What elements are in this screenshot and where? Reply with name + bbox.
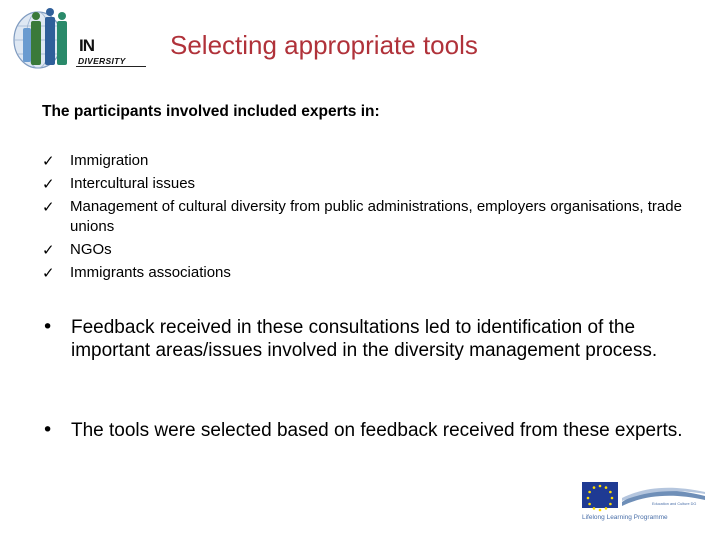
list-item-text: Management of cultural diversity from public administrations, employers organisations, trade unions <box>70 198 682 235</box>
bullet-icon: • <box>42 419 54 441</box>
list-item <box>42 196 682 239</box>
logo-underline <box>76 66 146 67</box>
expert-checklist <box>42 150 682 285</box>
programme-caption: Lifelong Learning Programme <box>582 514 668 521</box>
eu-dg-text: Education and Culture DG <box>652 502 697 506</box>
intro-text: The participants involved included experts in: <box>42 103 380 120</box>
bullet-icon: • <box>42 316 54 338</box>
indiversity-logo <box>10 4 140 74</box>
bullet-text: The tools were selected based on feedback received from these experts. <box>71 420 683 441</box>
bullet-text: Feedback received in these consultations led to identification of the important areas/issues involved in the diversity management process. <box>71 317 658 361</box>
eu-flag-icon <box>580 480 710 514</box>
list-item <box>42 173 682 196</box>
list-item-text: Immigration <box>70 152 149 169</box>
list-item-text: NGOs <box>70 241 112 258</box>
list-item-text: Intercultural issues <box>70 175 196 192</box>
list-item <box>42 150 682 173</box>
list-item-text: Immigrants associations <box>70 264 231 281</box>
slide-title: Selecting appropriate tools <box>170 30 478 60</box>
bullet-item <box>42 316 692 362</box>
bullet-list-feedback <box>42 316 692 362</box>
check-icon: ✓ <box>42 264 55 282</box>
check-icon: ✓ <box>42 175 55 193</box>
check-icon: ✓ <box>42 198 55 216</box>
logo-diversity-text: DIVERSITY <box>78 56 126 66</box>
list-item <box>42 239 682 262</box>
check-icon: ✓ <box>42 152 55 170</box>
logo-in-text: IN <box>79 36 94 55</box>
list-item <box>42 262 682 285</box>
bullet-item <box>42 419 692 442</box>
bullet-list-tools <box>42 419 692 442</box>
check-icon: ✓ <box>42 241 55 259</box>
